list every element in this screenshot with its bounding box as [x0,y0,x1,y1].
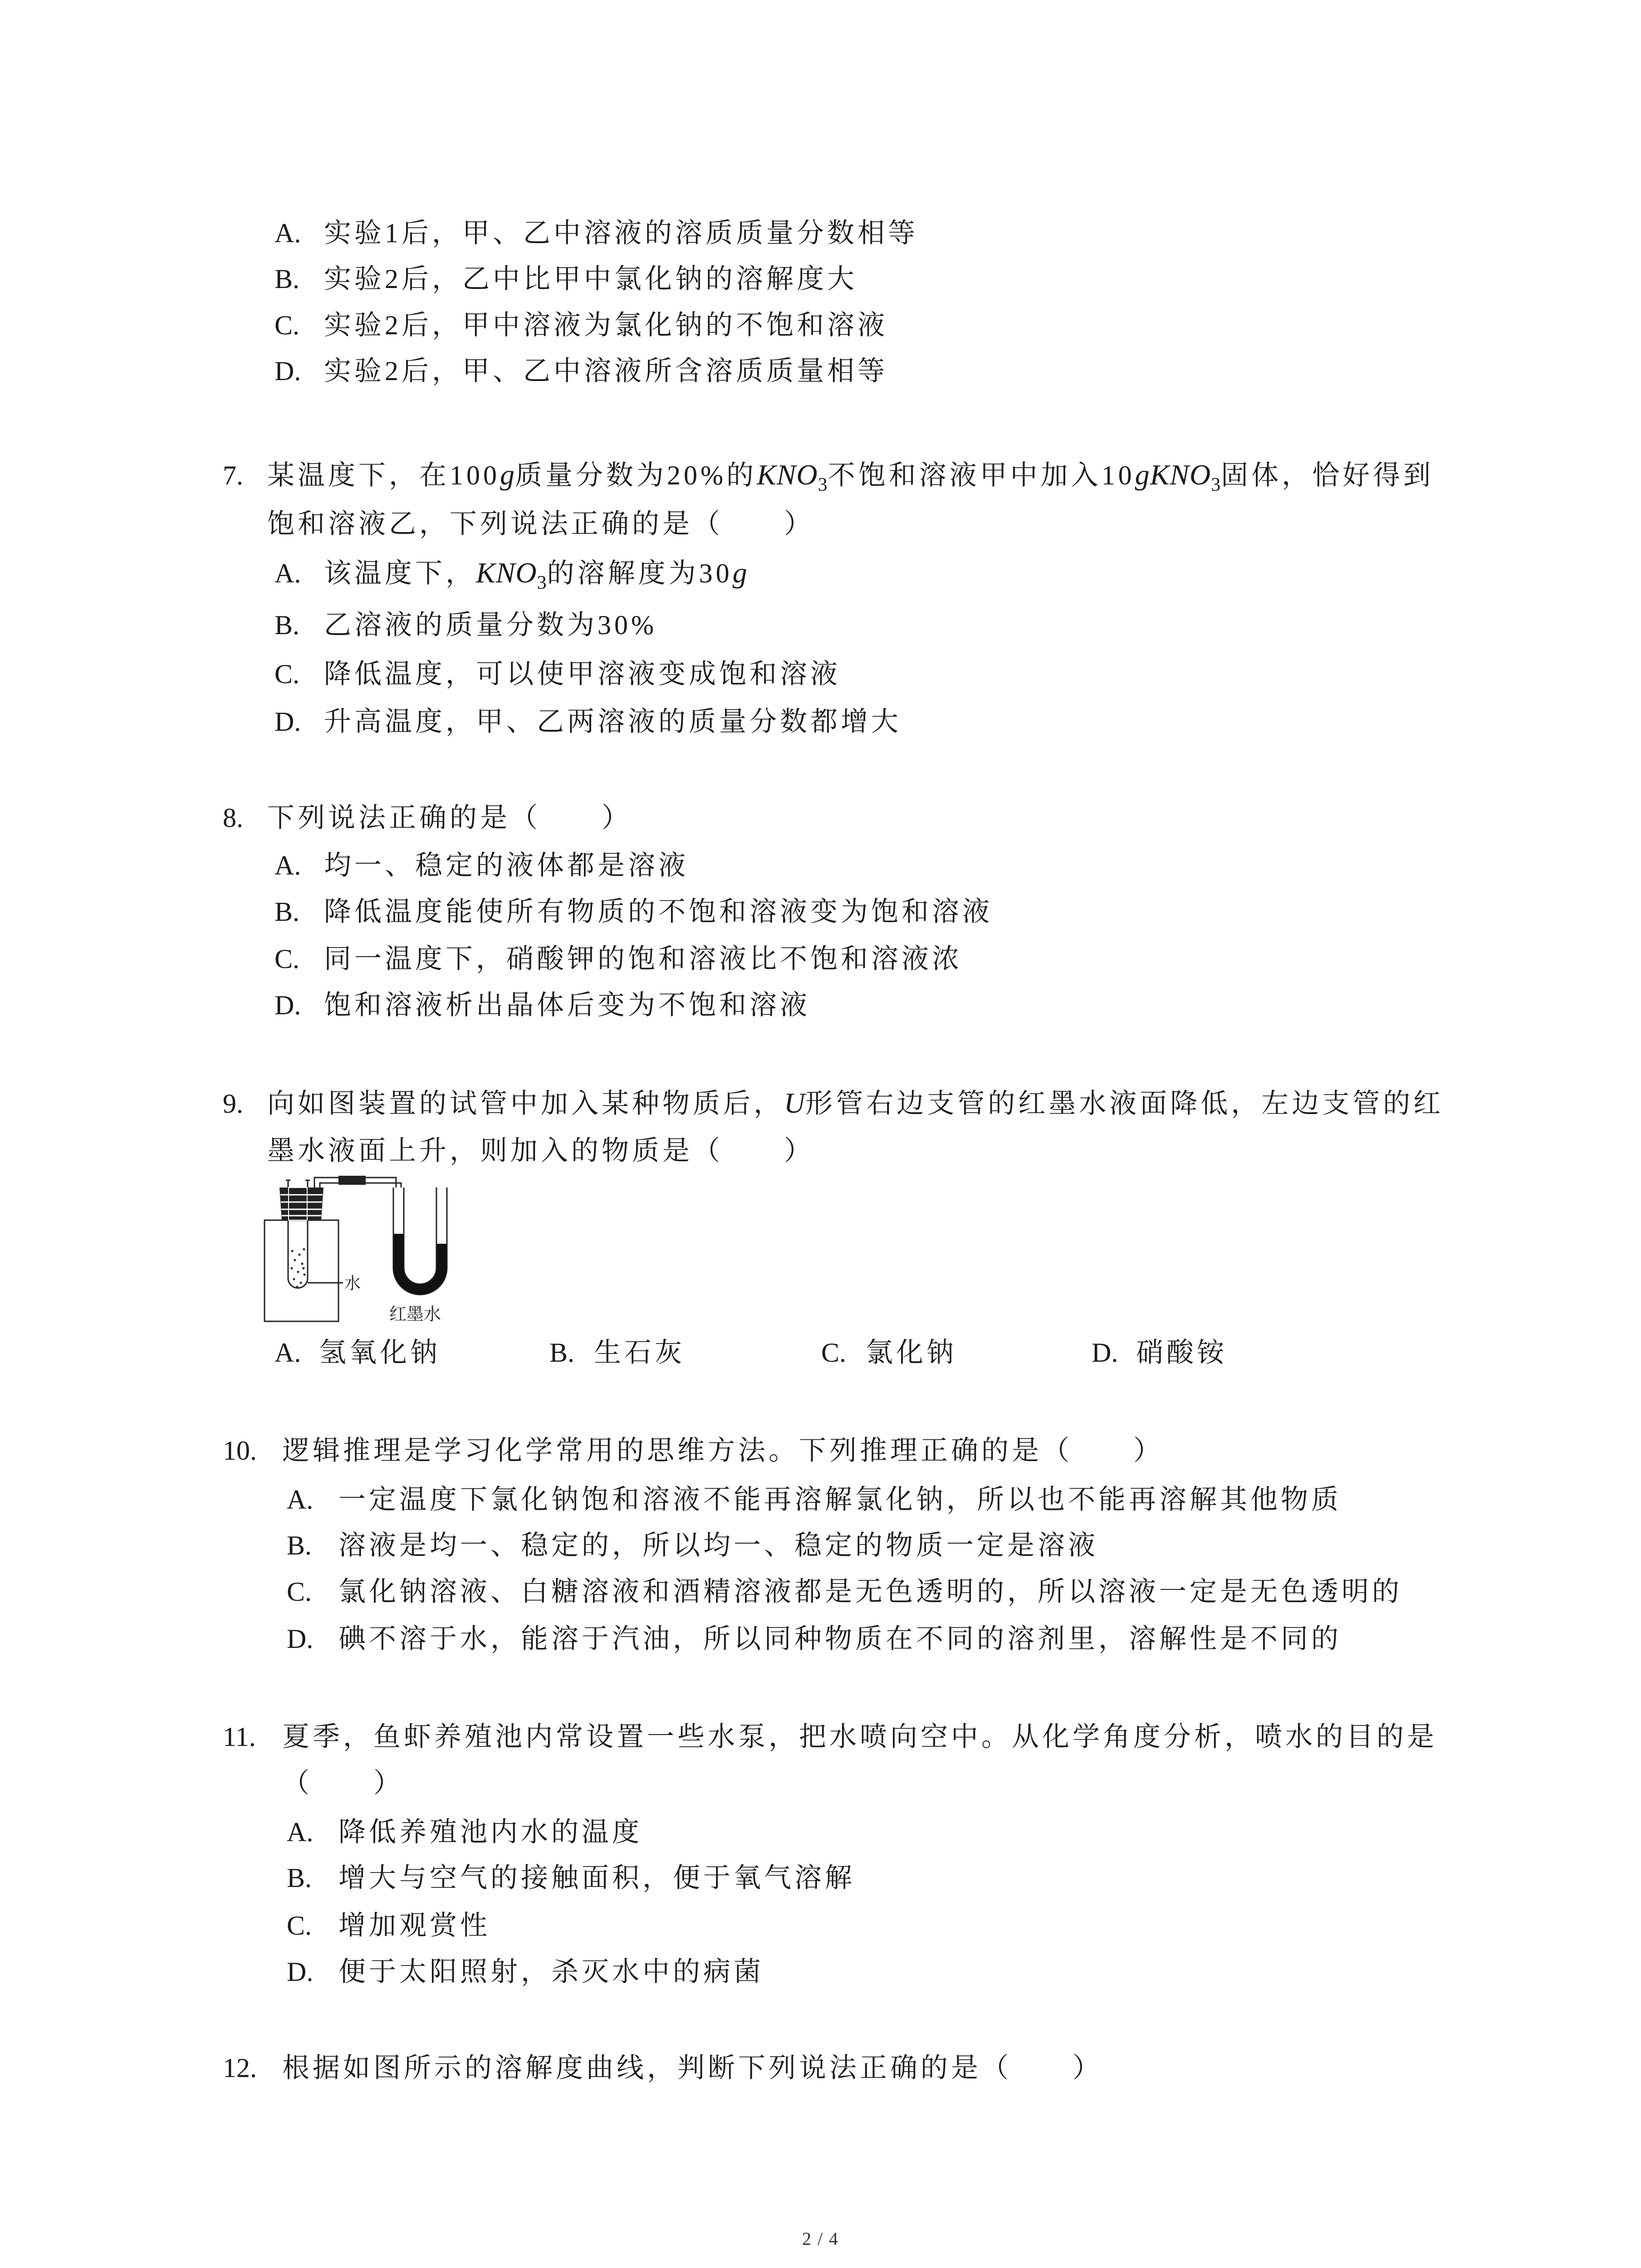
q6-option-b [274,263,857,295]
option-text: 便于太阳照射，杀灭水中的病菌 [338,1957,764,1987]
q9-option-d [1092,1337,1227,1369]
option-text: 溶液是均一、稳定的，所以均一、稳定的物质一定是溶液 [338,1530,1098,1560]
option-text: 硝酸铵 [1136,1338,1227,1368]
option-text: 同一温度下，硝酸钾的饱和溶液比不饱和溶液浓 [324,944,962,974]
q7-option-d [274,706,901,738]
stem-text: 根据如图所示的溶解度曲线，判断下列说法正确的是（ ） [282,2053,1103,2083]
chem-formula: KNO [756,459,818,491]
question-number: 7. [223,460,243,490]
q6-option-a [274,217,918,249]
option-text: 乙溶液的质量分数为30% [324,610,657,640]
q11-stem-line2 [282,1767,404,1799]
option-label: C. [287,1577,312,1607]
wide-mouth-bottle [265,1220,338,1321]
red-ink-label: 红墨水 [389,1304,441,1324]
option-text: 生石灰 [594,1338,685,1368]
option-label: D. [274,990,301,1020]
q9-option-c [821,1337,1092,1369]
option-text: 饱和溶液析出晶体后变为不饱和溶液 [324,990,810,1020]
option-text: 氯化钠溶液、白糖溶液和酒精溶液都是无色透明的，所以溶液一定是无色透明的 [338,1577,1402,1607]
option-text: 氢氧化钠 [319,1338,441,1368]
option-label: D. [287,1957,314,1987]
option-text: 降低养殖池内水的温度 [338,1817,642,1847]
option-label: D. [274,356,301,386]
q9-option-b [549,1337,821,1369]
q11-option-d [287,1956,764,1988]
q11-stem-line1 [223,1721,1437,1753]
option-label: B. [274,264,300,294]
option-text: 碘不溶于水，能溶于汽油，所以同种物质在不同的溶剂里，溶解性是不同的 [338,1624,1342,1654]
q10-option-d [287,1623,1342,1655]
math-unit: g [732,557,748,589]
apparatus-figure [254,1175,463,1334]
option-label: B. [549,1338,575,1368]
option-label: B. [274,897,300,927]
rubber-connector [338,1176,366,1185]
q7-stem-line1 [223,459,1434,501]
option-label: A. [287,1485,314,1515]
option-text: 降低温度，可以使甲溶液变成饱和溶液 [324,659,841,689]
water-label: 水 [344,1274,361,1293]
option-label: C. [274,310,300,340]
chem-formula: KNO [476,557,537,589]
subscript: 3 [818,474,828,495]
stem-text: 不饱和溶液甲中加入10 [828,460,1135,490]
chem-formula: gKNO [1135,459,1211,491]
option-label: D. [287,1624,314,1654]
q7-option-c [274,658,841,690]
stem-text: 夏季，鱼虾养殖池内常设置一些水泵，把水喷向空中。从化学角度分析，喷水的目的是 [282,1722,1437,1752]
q9-stem-line2 [267,1135,814,1167]
q7-option-a [274,557,748,599]
q7-option-b [274,609,657,641]
option-text: 实验2后，甲、乙中溶液所含溶质质量相等 [324,356,888,386]
red-ink [399,1234,442,1289]
q6-option-d [274,355,888,387]
option-text: 实验2后，甲中溶液为氯化钠的不饱和溶液 [324,310,888,340]
option-label: B. [287,1863,312,1893]
option-label: C. [287,1911,312,1941]
option-label: D. [1092,1338,1118,1368]
math-letter: U [784,1087,806,1119]
stem-text: 向如图装置的试管中加入某种物质后， [267,1089,784,1119]
option-text: 一定温度下氯化钠饱和溶液不能再溶解氯化钠，所以也不能再溶解其他物质 [338,1485,1342,1515]
q9-stem-line1 [223,1087,1444,1119]
answer-blank: （ ） [282,1768,404,1798]
stem-text: 逻辑推理是学习化学常用的思维方法。下列推理正确的是（ ） [282,1436,1164,1466]
option-text: 该温度下， [324,558,476,588]
option-label: C. [274,659,300,689]
q8-option-b [274,896,993,928]
q9-options-row [274,1337,1227,1369]
option-text: 增加观赏性 [338,1911,490,1941]
option-text: 降低温度能使所有物质的不饱和溶液变为饱和溶液 [324,897,993,927]
question-number: 10. [223,1436,257,1466]
subscript: 3 [1211,474,1221,495]
test-tube-contents [290,1248,305,1288]
q8-option-c [274,943,962,975]
q12-stem [223,2052,1103,2084]
rubber-stopper [279,1188,323,1220]
q6-option-c [274,309,888,341]
stem-text: 墨水液面上升，则加入的物质是（ ） [267,1136,814,1166]
option-label: D. [274,707,301,737]
option-text: 升高温度，甲、乙两溶液的质量分数都增大 [324,707,901,737]
stem-text: 固体，恰好得到 [1221,460,1434,490]
q11-option-c [287,1910,490,1941]
option-label: A. [274,1338,301,1368]
math-unit: g [500,459,515,491]
q8-option-d [274,989,810,1021]
question-number: 8. [223,803,243,833]
q8-stem [223,802,632,834]
option-text: 实验1后，甲、乙中溶液的溶质质量分数相等 [324,218,918,248]
option-label: C. [274,944,300,974]
option-text: 实验2后，乙中比甲中氯化钠的溶解度大 [324,264,857,294]
option-label: B. [287,1530,312,1560]
q8-option-a [274,850,689,881]
q10-option-c [287,1576,1402,1608]
q11-option-a [287,1816,642,1848]
stem-text: 质量分数为20%的 [515,460,757,490]
stem-text: 下列说法正确的是（ ） [267,803,632,833]
option-text: 氯化钠 [866,1338,957,1368]
q10-option-a [287,1484,1342,1515]
stem-text: 某温度下，在100 [267,460,500,490]
option-text: 增大与空气的接触面积，便于氧气溶解 [338,1863,855,1893]
q9-option-a [274,1337,549,1369]
page-number: 2 / 4 [802,2229,839,2249]
stem-text: 形管右边支管的红墨水液面降低，左边支管的红 [805,1089,1444,1119]
option-label: A. [287,1817,314,1847]
option-label: A. [274,218,301,248]
question-number: 9. [223,1089,243,1119]
q10-option-b [287,1530,1098,1561]
question-number: 12. [223,2053,257,2083]
option-label: B. [274,610,300,640]
option-label: C. [821,1338,847,1368]
question-number: 11. [223,1722,256,1752]
option-text: 均一、稳定的液体都是溶液 [324,850,689,880]
q7-stem-line2 [267,508,814,540]
option-label: A. [274,558,301,588]
option-label: A. [274,850,301,880]
stem-text: 饱和溶液乙，下列说法正确的是（ ） [267,509,814,539]
q11-option-b [287,1862,855,1894]
option-text: 的溶解度为30 [547,558,733,588]
subscript: 3 [537,572,547,593]
q10-stem [223,1435,1164,1466]
